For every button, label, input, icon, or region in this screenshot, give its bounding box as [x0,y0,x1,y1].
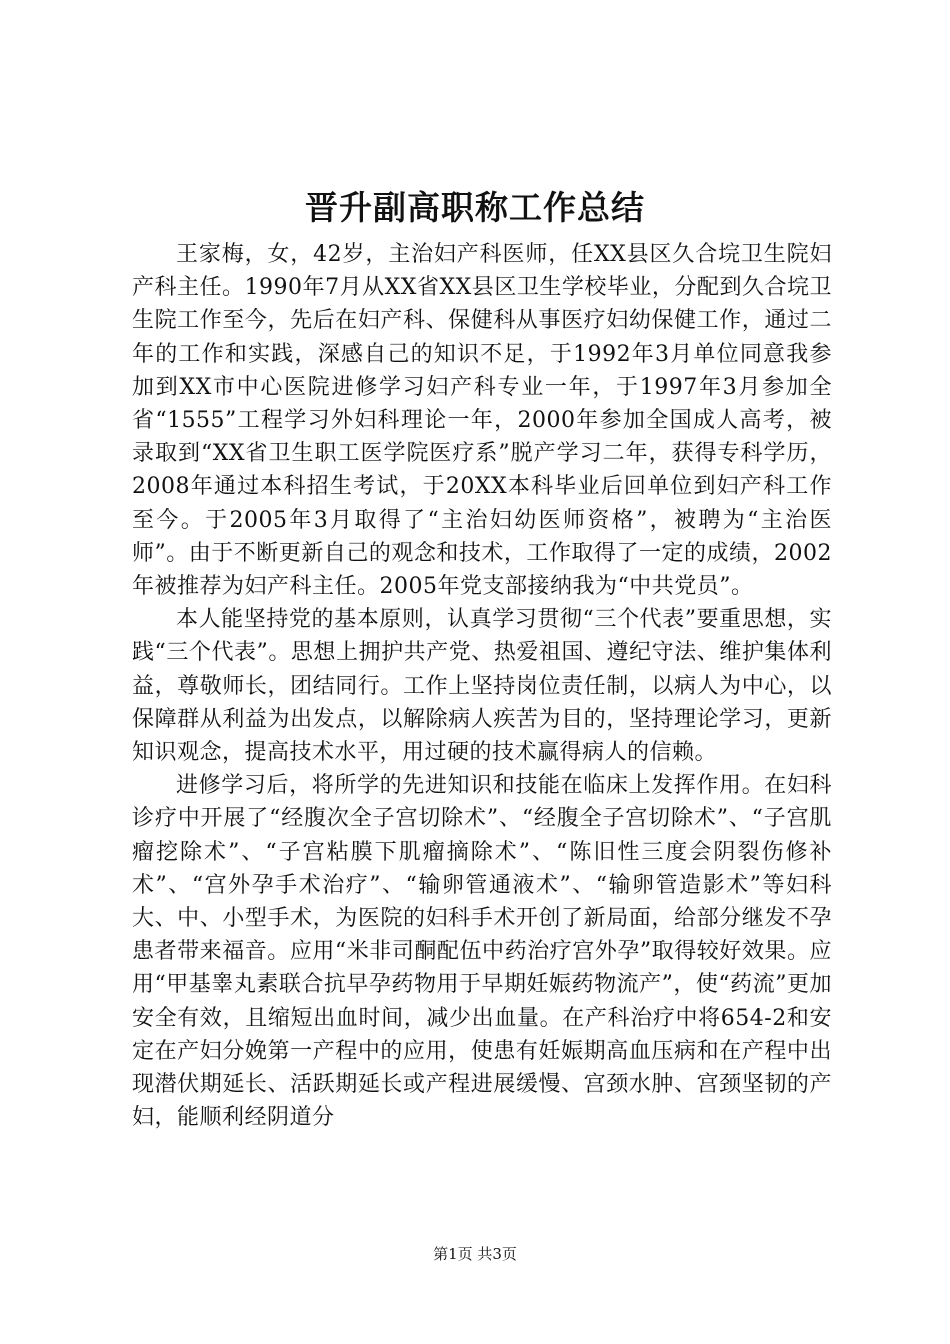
page-number-footer: 第1页 共3页 [433,1245,517,1263]
document-body [132,238,832,1134]
paragraph: 王家梅，女，42岁，主治妇产科医师，任XX县区久合垸卫生院妇产科主任。1990年7月从XX省XX县区卫生学校毕业，分配到久合垸卫生院工作至今，先后在妇产科、保健科从事医疗妇幼保健工作，通过二年的工作和实践，深感自己的知识不足，于1992年3月单位同意我参加到XX市中心医院进修学习妇产科专业一年，于1997年3月参加全省“1555”工程学习外妇科理论一年，2000年参加全国成人高考，被录取到“XX省卫生职工医学院医疗系”脱产学习二年，获得专科学历，2008年通过本科招生考试，于20XX本科毕业后回单位到妇产科工作至今。于2005年3月取得了“主治妇幼医师资格”，被聘为“主治医师”。由于不断更新自己的观念和技术，工作取得了一定的成绩，2002年被推荐为妇产科主任。2005年党支部接纳我为“中共党员”。 [132,242,832,600]
paragraph: 进修学习后，将所学的先进知识和技能在临床上发挥作用。在妇科诊疗中开展了“经腹次全子宫切除术”、“经腹全子宫切除术”、“子宫肌瘤挖除术”、“子宫粘膜下肌瘤摘除术”、“陈旧性三度会阴裂伤修补术”、“宫外孕手术治疗”、“输卵管通液术”、“输卵管造影术”等妇科大、中、小型手术，为医院的妇科手术开创了新局面，给部分继发不孕患者带来福音。应用“米非司酮配伍中药治疗宫外孕”取得较好效果。应用“甲基睾丸素联合抗早孕药物用于早期妊娠药物流产”，使“药流”更加安全有效，且缩短出血时间，减少出血量。在产科治疗中将654-2和安定在产妇分娩第一产程中的应用，使患有妊娠期高血压病和在产程中出现潜伏期延长、活跃期延长或产程进展缓慢、宫颈水肿、宫颈坚韧的产妇，能顺利经阴道分 [132,773,832,1131]
paragraph: 本人能坚持党的基本原则，认真学习贯彻“三个代表”要重思想，实践“三个代表”。思想上拥护共产党、热爱祖国、遵纪守法、维护集体利益，尊敬师长，团结同行。工作上坚持岗位责任制，以病人为中心，以保障群从利益为出发点，以解除病人疾苦为目的，坚持理论学习，更新知识观念，提高技术水平，用过硬的技术赢得病人的信赖。 [132,607,832,766]
page-title: 晋升副高职称工作总结 [305,188,645,227]
